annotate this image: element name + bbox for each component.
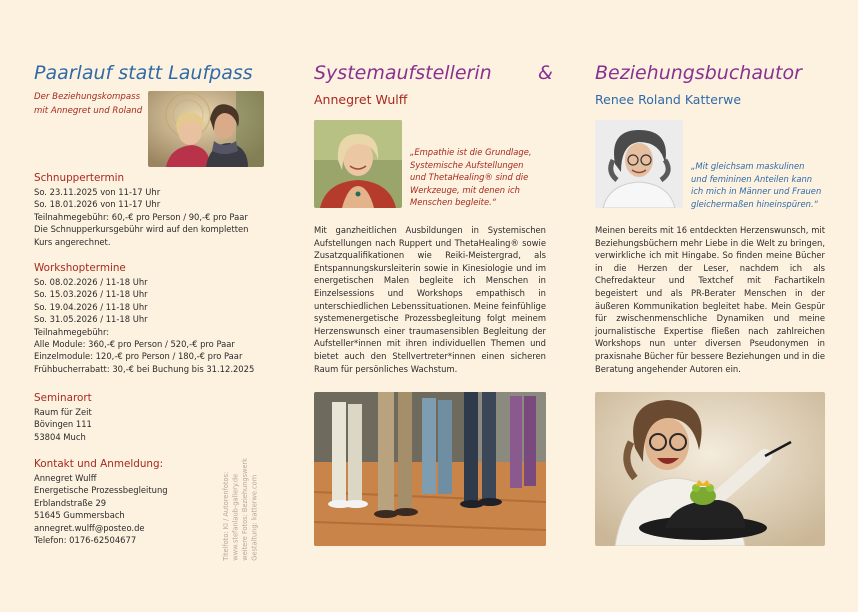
workshop-line: Teilnahmegebühr: xyxy=(34,326,110,337)
kontakt-email[interactable]: annegret.wulff@posteo.de xyxy=(34,522,145,533)
kontakt-section xyxy=(34,458,214,546)
annegret-name: Annegret Wulff xyxy=(314,92,408,107)
renee-role-title: Beziehungsbuchautor xyxy=(595,62,802,84)
workshop-line: So. 19.04.2026 / 11-18 Uhr xyxy=(34,301,148,312)
annegret-bio: Mit ganzheitlichen Ausbildungen in Systemischen Aufstellungen nach Ruppert und ThetaHealing® sowie Zusatzqualifikationen wie Reiki-Meistergrad, als Entspannungskursleiterin sowie in Kinesiologie und im energetischen Malen begleite ich Menschen in Einzelsessions und Workshops empathisch in unterschiedlichen Lebenssituationen. Meine feinfühlige systemenergetische Prozessbegleitung folgt meinem Herzenswunsch einer traumasensiblen Begleitung der Aufsteller*innen mit ihren individuellen Themen und bietet auch den Stellvertreter*innen einen sicheren Raum für persönliches Wachstum. xyxy=(314,225,546,374)
annegret-role-title: Systemaufstellerin xyxy=(314,62,492,84)
workshop-section xyxy=(34,262,274,375)
magician-photo xyxy=(595,392,825,546)
renee-portrait-image xyxy=(595,120,683,208)
photo-credits xyxy=(222,458,260,561)
quote-line: „Empathie ist die Grundlage, xyxy=(410,147,532,157)
ampersand: & xyxy=(538,62,553,84)
workshop-line: Einzelmodule: 120,-€ pro Person / 180,-€ pro Paar xyxy=(34,351,243,362)
annegret-portrait-image xyxy=(314,120,402,208)
annegret-portrait xyxy=(314,120,402,208)
workshop-heading: Workshoptermine xyxy=(34,262,126,274)
credit-line: weitere Fotos: Beziehungswerk xyxy=(241,458,249,561)
tagline-line: mit Annegret und Roland xyxy=(34,106,143,116)
schnupper-line: Teilnahmegebühr: 60,-€ pro Person / 90,-€ pro Paar xyxy=(34,211,248,222)
seminarort-line: Raum für Zeit xyxy=(34,407,92,417)
renee-bio: Meinen bereits mit 16 entdeckten Herzenswunsch, mit Beziehungsbüchern mehr Liebe in die Welt zu bringen, verwirkliche ich mit Hingabe. So finden meine Bücher in die Herzen der Leser, nachdem ich als Chefredakteur und Textchef mit Fachartikeln begeistert und als PR-Berater Menschen in der äußeren Kommunikation begleitet habe. Mein Gespür für zwischenmenschliche Dynamiken und meine journalistische Expertise fließen nach zahlreichen Workshops nun unter diversen Pseudonymen in praxisnahe Bücher für bessere Beziehungen und in die Beratung angehender Autoren ein. xyxy=(595,225,825,374)
quote-line: gleichermaßen hineinspüren.“ xyxy=(691,198,818,209)
schnupper-line: Die Schnupperkursgebühr wird auf den kompletten xyxy=(34,224,249,235)
renee-quote xyxy=(691,160,831,210)
kontakt-line: Annegret Wulff xyxy=(34,473,97,483)
magician-photo-image xyxy=(595,392,825,546)
kontakt-heading: Kontakt und Anmeldung: xyxy=(34,458,164,470)
schnupper-line: So. 18.01.2026 von 11-17 Uhr xyxy=(34,199,161,210)
quote-line: und femininen Anteilen kann xyxy=(691,173,813,184)
quote-line: „Mit gleichsam maskulinen xyxy=(691,161,805,171)
seminarort-line: Bövingen 111 xyxy=(34,419,92,430)
tagline xyxy=(34,90,142,118)
renee-name: Renee Roland Katterwe xyxy=(595,92,742,107)
seminarort-heading: Seminarort xyxy=(34,392,92,404)
credit-line: Titelfoto: KI / Autorenfotos: xyxy=(222,471,230,561)
workshop-line: So. 08.02.2026 / 11-18 Uhr xyxy=(34,277,148,287)
seminarort-line: 53804 Much xyxy=(34,431,86,442)
couple-photo-image xyxy=(148,91,264,167)
schnupper-section xyxy=(34,172,274,248)
workshop-line: So. 15.03.2026 / 11-18 Uhr xyxy=(34,289,148,300)
quote-line: und ThetaHealing® sind die xyxy=(410,172,529,183)
credit-line: www.stefanlaub-gallery.de xyxy=(231,473,240,561)
annegret-quote xyxy=(410,146,550,209)
kontakt-line: 51645 Gummersbach xyxy=(34,510,125,521)
quote-line: ich mich in Männer und Frauen xyxy=(691,186,822,197)
credit-line: Gestaltung: katterwe.com xyxy=(250,474,259,561)
couple-photo xyxy=(148,91,264,167)
workshop-photo-image xyxy=(314,392,546,546)
quote-line: Menschen begleite.“ xyxy=(410,197,497,208)
schnupper-line: So. 23.11.2025 von 11-17 Uhr xyxy=(34,187,161,197)
workshop-line: Alle Module: 360,-€ pro Person / 520,-€ pro Paar xyxy=(34,339,235,350)
quote-line: Systemische Aufstellungen xyxy=(410,159,524,170)
renee-portrait xyxy=(595,120,683,208)
seminarort-section xyxy=(34,392,214,443)
brochure-title: Paarlauf statt Laufpass xyxy=(34,62,253,84)
workshop-photo xyxy=(314,392,546,546)
kontakt-phone[interactable]: Telefon: 0176-62504677 xyxy=(34,535,137,546)
quote-line: Werkzeuge, mit denen ich xyxy=(410,184,520,195)
workshop-line: Frühbucherrabatt: 30,-€ bei Buchung bis 31.12.2025 xyxy=(34,363,255,374)
schnupper-line: Kurs angerechnet. xyxy=(34,236,111,247)
kontakt-line: Energetische Prozessbegleitung xyxy=(34,485,168,496)
workshop-line: So. 31.05.2026 / 11-18 Uhr xyxy=(34,314,148,325)
kontakt-line: Erblandstraße 29 xyxy=(34,497,107,508)
schnupper-heading: Schnuppertermin xyxy=(34,172,125,184)
tagline-line: Der Beziehungskompass xyxy=(34,92,141,102)
